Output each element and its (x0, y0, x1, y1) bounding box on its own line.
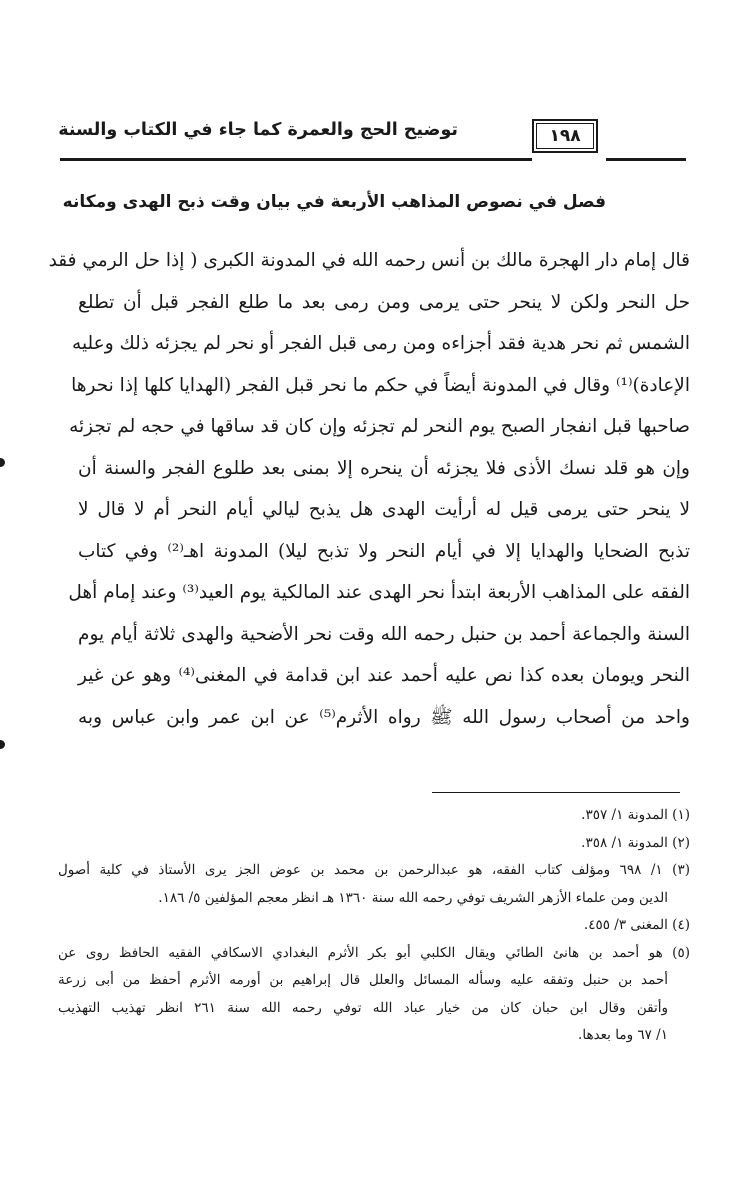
footnote-3-continued: الدين ومن علماء الأزهر الشريف توفي رحمه الله سنة ١٣٦٠ هـ انظر معجم المؤلفين ٥/ ١٨٦. (158, 889, 668, 906)
body-line: الشمس ثم نحر هدية فقد أجزاءه ومن رمى قبل الفجر أو نحر لم يجزئه ذلك وعليه (72, 333, 690, 354)
body-line: قال إمام دار الهجرة مالك بن أنس رحمه الله في المدونة الكبرى ( إذا حل الرمي فقد (48, 250, 690, 271)
body-line: الفقه على المذاهب الأربعة ابتدأ نحر الهدى عند المالكية يوم العيد⁽³⁾ وعند إمام أهل (68, 582, 690, 603)
page-header (60, 118, 686, 162)
footnote-4: (٤) المغنى ٣/ ٤٥٥. (583, 917, 690, 933)
footnote-2: (٢) المدونة ١/ ٣٥٨. (581, 834, 690, 851)
footnote-3: (٣) ١/ ٦٩٨ ومؤلف كتاب الفقه، هو عبدالرحمن بن محمد بن عوض الجز يرى الأستاذ في كلية أصول (58, 862, 690, 878)
body-line: وإن هو قلد نسك الأذى فلا يجزئه أن ينحره إلا بمنى بعد طلوع الفجر والسنة أن (78, 457, 690, 479)
footnote-1: (١) المدونة ١/ ٣٥٧. (581, 807, 690, 823)
body-text (48, 240, 690, 738)
footnote-5-continued: أحمد بن حنبل وتفقه عليه وسأله المسائل والعلل قال إبراهيم بن أورمه الأثرم أحفظ من أبى زرعة (58, 972, 668, 988)
body-line: السنة والجماعة أحمد بن حنبل رحمه الله وقت نحر الأضحية والهدى ثلاثة أيام يوم (78, 623, 690, 645)
margin-mark-bottom (0, 740, 5, 749)
body-line: واحد من أصحاب رسول الله ﷺ رواه الأثرم⁽⁵⁾ عن ابن عمر وابن عباس وبه (78, 706, 690, 728)
body-line: النحر ويومان بعده كذا نص عليه أحمد عند ابن قدامة في المغنى⁽⁴⁾ وهو عن غير (78, 665, 690, 686)
page-number-box (532, 119, 598, 153)
body-line: حل النحر ولكن لا ينحر حتى يرمى ومن رمى بعد ما طلع الفجر قبل أن تطلع (78, 291, 690, 313)
body-line: صاحبها قبل انفجار الصبح يوم النحر لم تجزئه وإن كان قد ساقها في حجه لم تجزئه (69, 416, 690, 437)
footnote-5: (٥) هو أحمد بن هانئ الطائي ويقال الكلبي أبو بكر الأثرم البغدادي الاسكافي الفقيه الحافظ روى عن (58, 944, 690, 961)
header-rule-right (606, 158, 686, 161)
body-line: تذبح الضحايا والهدايا إلا في أيام النحر ولا تذبح ليلا) المدونة اهـ⁽²⁾ وفي كتاب (78, 540, 690, 562)
footnote-5-continued: ١/ ٦٧ وما بعدها. (578, 1027, 668, 1043)
footnote-separator (432, 792, 680, 793)
header-rule-left (60, 158, 532, 161)
section-title: فصل في نصوص المذاهب الأربعة في بيان وقت ذبح الهدى ومكانه (62, 192, 606, 212)
page-number: ١٩٨ (536, 123, 594, 149)
margin-mark-top (0, 458, 5, 467)
body-line: الإعادة)⁽¹⁾ وقال في المدونة أيضاً في حكم ما نحر قبل الفجر (الهدايا كلها إذا نحرها (71, 374, 690, 396)
body-line: لا ينحر حتى يرمى قيل له أرأيت الهدى هل يذبح ليالي أيام النحر أم لا قال لا (78, 499, 690, 520)
running-title: توضيح الحج والعمرة كما جاء في الكتاب والسنة (58, 120, 458, 140)
footnote-5-continued: وأتقن وقال ابن حبان كان من خيار عباد الله توفي رحمه الله سنة ٢٦١ انظر تهذيب التهذيب (58, 999, 669, 1016)
footnotes (58, 802, 690, 1050)
